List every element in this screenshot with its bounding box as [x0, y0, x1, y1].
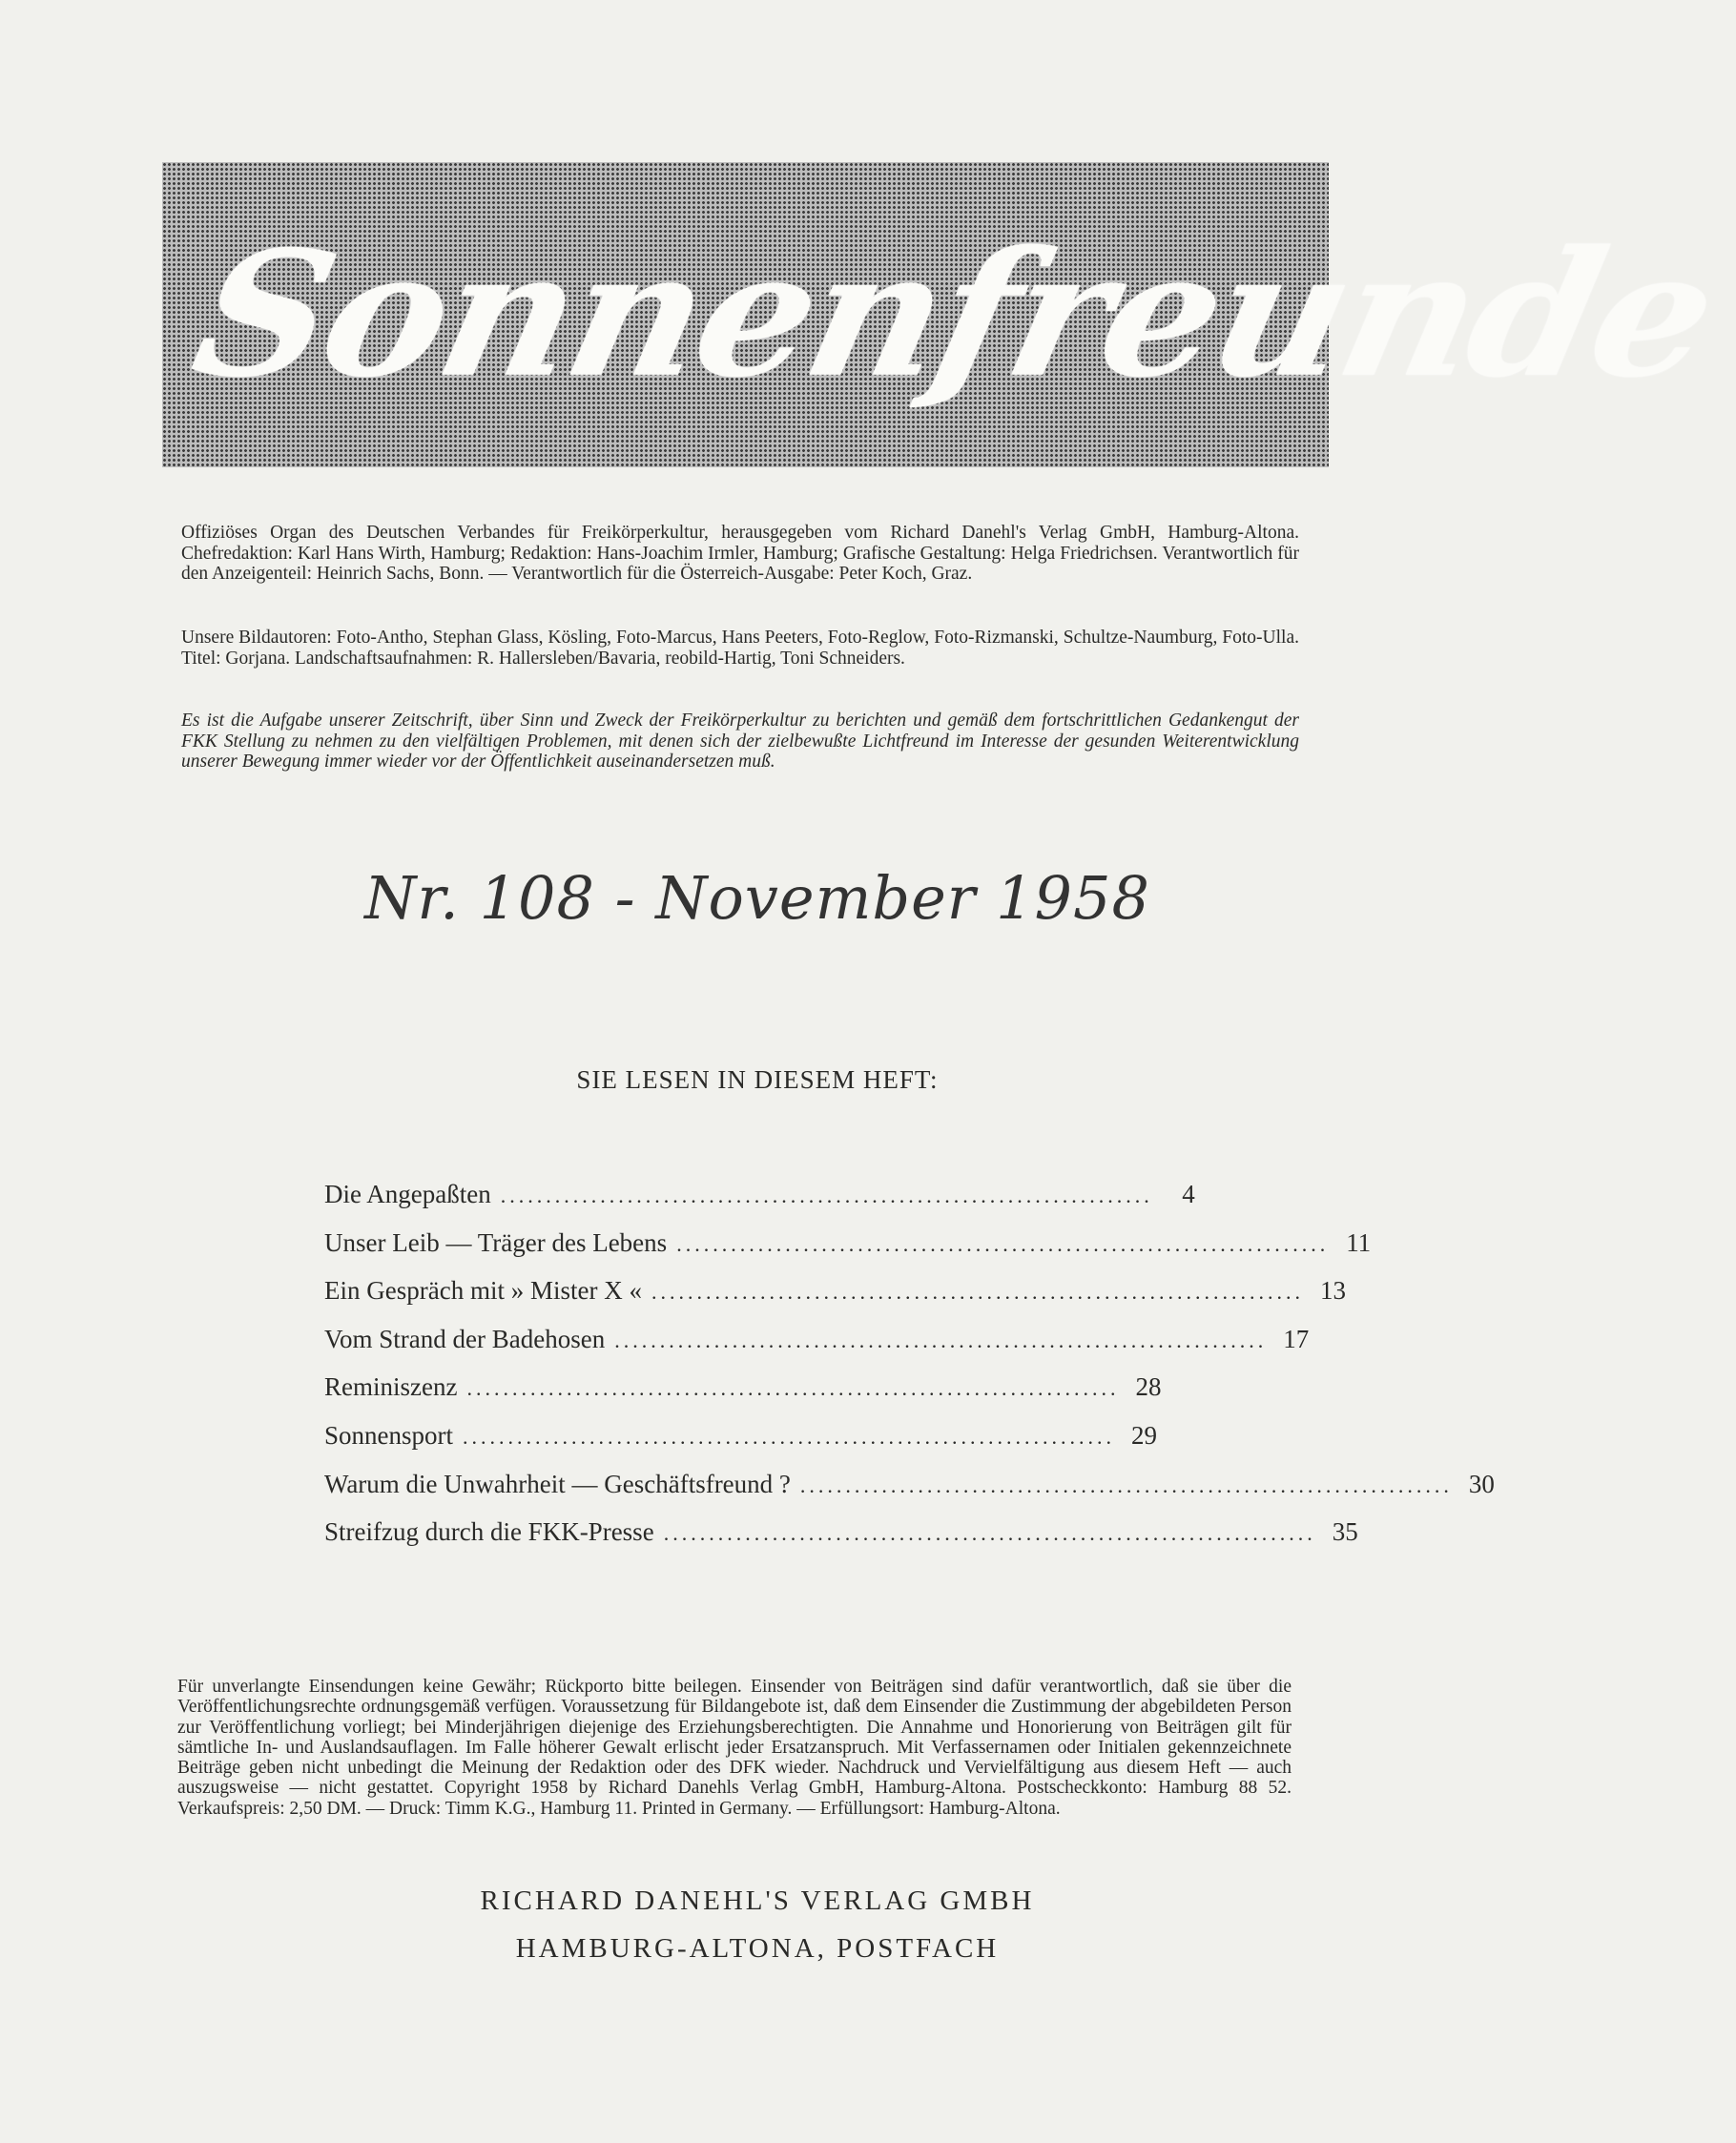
issue-number: Nr. 108 - November 1958 — [364, 863, 1150, 933]
toc-title: Die Angepaßten — [324, 1180, 491, 1208]
toc-leader: ........................................................................ — [463, 1424, 1115, 1449]
toc-heading: SIE LESEN IN DIESEM HEFT: — [576, 1065, 939, 1094]
toc-entry — [324, 1276, 1346, 1325]
toc-page: 35 — [1332, 1517, 1358, 1547]
toc-page: 28 — [1135, 1372, 1162, 1402]
mission-paragraph: Es ist die Aufgabe unserer Zeitschrift, über Sinn und Zweck der Freikörperkultur zu berichten und gemäß dem fortschrittlichen Gedankengut der FKK Stellung zu nehmen zu den vielfältigen Problemen, mit denen sich der zielbewußte Lichtfreund im Interesse der gesunden Weiterentwicklung unserer Bewegung immer wieder vor der Öffentlichkeit auseinandersetzen muß. — [181, 711, 1299, 772]
toc-entry — [324, 1227, 1372, 1277]
toc-leader: ........................................................................ — [466, 1376, 1120, 1401]
toc-page: 29 — [1131, 1420, 1157, 1450]
publisher-address: HAMBURG-ALTONA, POSTFACH — [515, 1933, 1000, 1964]
toc-leader: ........................................................................ — [799, 1473, 1453, 1497]
imprint-paragraph: Offiziöses Organ des Deutschen Verbandes für Freikörperkultur, herausgegeben vom Richard Danehl's Verlag GmbH, Hamburg-Altona. Chefredaktion: Karl Hans Wirth, Hamburg; Redaktion: Hans-Joachim Irmler, Hamburg; Grafische Gestaltung: Helga Friedrichsen. Verantwortlich für den Anzeigenteil: Heinrich Sachs, Bonn. — Verantwortlich für die Österreich-Ausgabe: Peter Koch, Graz. — [181, 523, 1299, 584]
toc-title: Streifzug durch die FKK-Presse — [324, 1517, 654, 1547]
toc-entry — [324, 1469, 1495, 1518]
photo-credits-paragraph: Unsere Bildautoren: Foto-Antho, Stephan Glass, Kösling, Foto-Marcus, Hans Peeters, Foto-Reglow, Foto-Rizmanski, Schultze-Naumburg, Foto-Ulla. Titel: Gorjana. Landschaftsaufnahmen: R. Hallersleben/Bavaria, reobild-Hartig, Toni Schneiders. — [181, 628, 1299, 669]
masthead-banner — [162, 162, 1729, 467]
legal-notice: Für unverlangte Einsendungen keine Gewähr; Rückporto bitte beilegen. Einsender von Beiträgen sind dafür verantwortlich, daß sie über die Veröffentlichungsrechte ordnungsgemäß verfügen. Voraussetzung für Bildangebote ist, daß dem Einsender die Zustimmung der abgebildeten Person zur Veröffentlichung vorliegt; bei Minderjährigen diejenige des Erziehungsberechtigten. Die Annahme und Honorierung von Beiträgen gilt für sämtliche In- und Auslandsauflagen. Im Falle höherer Gewalt erlischt jeder Ersatzanspruch. Mit Verfassernamen oder Initialen gekennzeichnete Beiträge geben nicht unbedingt die Meinung der Redaktion oder des DFK wieder. Nachdruck und Vervielfältigung aus diesem Heft — auch auszugsweise — nicht gestattet. Copyright 1958 by Richard Danehls Verlag GmbH, Hamburg-Altona. Postscheckkonto: Hamburg 88 52. Verkaufspreis: 2,50 DM. — Druck: Timm K.G., Hamburg 11. Printed in Germany. — Erfüllungsort: Hamburg-Altona. — [177, 1677, 1292, 1819]
toc-entry — [324, 1420, 1157, 1470]
toc-leader: ........................................................................ — [663, 1521, 1316, 1546]
toc-entry — [324, 1324, 1310, 1373]
toc-page: 17 — [1283, 1324, 1310, 1353]
toc-title: Vom Strand der Badehosen — [324, 1324, 606, 1353]
toc-leader: ........................................................................ — [614, 1328, 1268, 1352]
toc-page: 13 — [1319, 1276, 1346, 1306]
toc-entry — [324, 1517, 1358, 1566]
toc-entry — [324, 1372, 1162, 1421]
masthead-logo: Sonnenfreunde — [178, 213, 1729, 416]
publisher-name: RICHARD DANEHL'S VERLAG GMBH — [480, 1885, 1035, 1916]
toc-page: 11 — [1346, 1227, 1372, 1257]
toc-entry — [324, 1180, 1195, 1228]
toc-leader: ........................................................................ — [676, 1231, 1330, 1256]
toc-leader: ........................................................................ — [500, 1184, 1153, 1207]
toc-title: Reminiszenz — [324, 1372, 458, 1402]
toc-page: 4 — [1182, 1180, 1195, 1208]
toc-title: Ein Gespräch mit » Mister X « — [324, 1276, 642, 1306]
toc-page: 30 — [1468, 1469, 1495, 1498]
toc-leader: ........................................................................ — [651, 1280, 1304, 1305]
table-of-contents — [324, 1180, 1495, 1566]
toc-title: Sonnensport — [324, 1420, 453, 1450]
toc-title: Warum die Unwahrheit — Geschäftsfreund ? — [324, 1469, 791, 1498]
toc-title: Unser Leib — Träger des Lebens — [324, 1227, 668, 1257]
